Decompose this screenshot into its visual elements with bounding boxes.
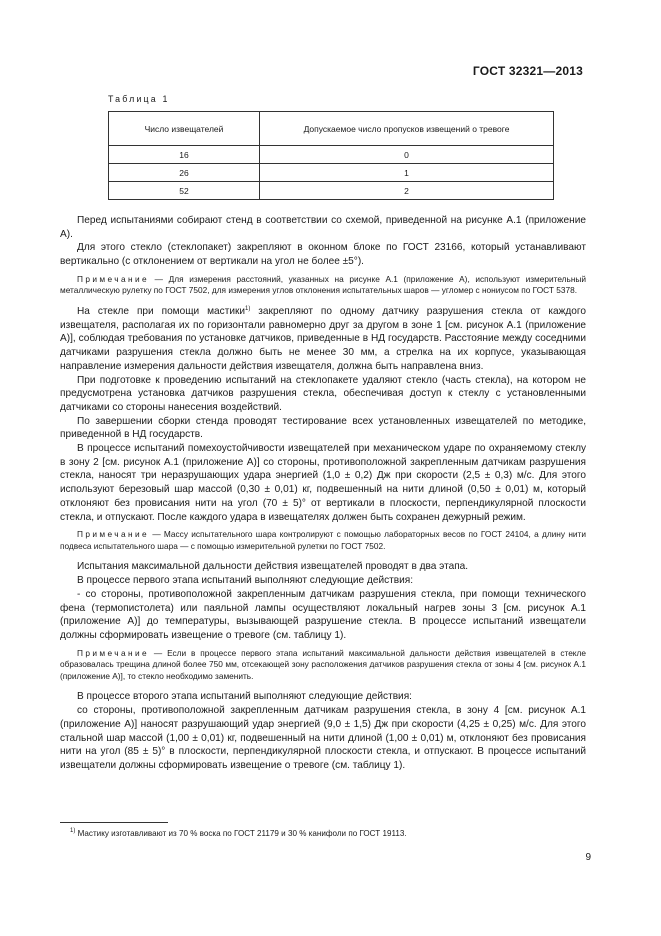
- body-text: [60, 214, 586, 773]
- paragraph: При подготовке к проведению испытаний на стеклопакете удаляют стекло (часть стекла), на котором не предусмотрена установка датчиков разрушения стекла, обеспечивая доступ к стеклу с установленными датчиками со стороны нанесения воздействий.: [60, 374, 586, 413]
- table-cell: 26: [109, 164, 260, 182]
- table-row: [109, 164, 554, 182]
- note-label: Примечание: [77, 529, 150, 540]
- paragraph: [60, 305, 586, 374]
- note-text: — Если в процессе первого этапа испытаний максимальной дальности действия извещателей в стекле образовалась трещина длиной более 750 мм, отсекающей зону расположения датчиков разрушения стекла от зоны 4 [см. рисунок А.1 (приложение А)], то стекло необходимо заменить.: [60, 647, 586, 681]
- paragraph: Испытания максимальной дальности действия извещателей проводят в два этапа.: [77, 561, 469, 573]
- footnote-marker: 1): [70, 828, 76, 834]
- paragraph: - со стороны, противоположной закрепленным датчикам разрушения стекла, при помощи технического фена (термопистолета) или паяльной лампы осуществляют локальный нагрев зоны 3 [см. рисунок А.1 (приложение А)] до температуры, вызывающей разрушение стекла. В процессе испытаний извещатели должны сформировать извещение о тревоге (см. таблицу 1).: [60, 588, 586, 641]
- footnote: [70, 828, 580, 839]
- note-text: — Для измерения расстояний, указанных на рисунке А.1 (приложение А), используют измерительный металлическую рулетку по ГОСТ 7502, для измерения углов отклонения испытательных шаров — угломер с нониусом по ГОСТ 5378.: [60, 273, 586, 296]
- column-header: Число извещателей: [109, 112, 260, 146]
- note: [60, 648, 586, 683]
- table-cell: 16: [109, 146, 260, 164]
- paragraph: В процессе испытаний помехоустойчивости извещателей при механическом ударе по охраняемому стеклу в зону 2 [см. рисунок А.1 (приложение А)] со стороны, противоположной закрепленным датчикам разрушения стекла, наносят три неразрушающих удара энергией (1,0 ± 0,2) Дж при скорости (2,5 ± 0,3) м/с. Для этого используют березовый шар массой (0,30 ± 0,01) кг, подвешенный на нити длиной (0,50 ± 0,01) м, который отклоняют без провисания нити на угол (70 ± 5)° от вертикали в плоскости, перпендикулярной плоскости стекла, и отпускают. После каждого удара в извещателях должен быть сохранен дежурный режим.: [60, 443, 586, 523]
- paragraph: Для этого стекло (стеклопакет) закрепляют в оконном блоке по ГОСТ 23166, который устанавливают вертикально (с отклонением от вертикали на угол не более ±5°).: [60, 242, 586, 268]
- paragraph: Перед испытаниями собирают стенд в соответствии со схемой, приведенной на рисунке А.1 (приложение А).: [60, 215, 586, 240]
- table-cell: 0: [260, 146, 554, 164]
- paragraph: В процессе первого этапа испытаний выполняют следующие действия:: [77, 575, 414, 587]
- paragraph-text: На стекле при помощи мастики: [77, 306, 246, 317]
- table-cell: 2: [260, 182, 554, 200]
- paragraph: со стороны, противоположной закрепленным датчикам разрушения стекла, в зону 4 [см. рисунок А.1 (приложение А)] наносят разрушающий удар энергией (9,0 ± 1,5) Дж при скорости (4,25 ± 0,25) м/с. Для этого стальной шар массой (1,00 ± 0,01) кг, подвешенный на нити длиной (1,00 ± 0,01) м, отклоняют без провисания нити на угол (85 ± 5)° в плоскости, перпендикулярной плоскости стекла, и отпускают. В процессе испытаний извещатели должны сформировать извещение о тревоге (см. таблицу 1).: [60, 705, 586, 771]
- footnote-text: Мастику изготавливают из 70 % воска по ГОСТ 21179 и 30 % канифоли по ГОСТ 19113.: [75, 829, 407, 838]
- paragraph-text: закрепляют по одному датчику разрушения стекла от каждого извещателя, располагая их по горизонтали равномерно друг за другом в зоне 1 [см. рисунок А.1 (приложение А)], соблюдая требования по установке датчиков, приведенные в НД государств. Расстояние между соседними датчиками разрушения стекла должно быть не менее 30 мм, а стрелка на их корпусе, указывающая направление измерения дальности действия извещателя, должна быть направлена вниз.: [60, 306, 586, 372]
- table-cell: 52: [109, 182, 260, 200]
- table-row: [109, 182, 554, 200]
- paragraph: По завершении сборки стенда проводят тестирование всех установленных извещателей по методике, приведенной в НД государств.: [60, 415, 586, 441]
- column-header: Допускаемое число пропусков извещений о тревоге: [260, 112, 554, 146]
- note-label: Примечание: [77, 647, 150, 658]
- note: [60, 274, 586, 297]
- footnote-ref: 1): [245, 306, 251, 312]
- table-row: [109, 146, 554, 164]
- note-label: Примечание: [77, 273, 150, 284]
- note-text: — Массу испытательного шара контролируют с помощью лабораторных весов по ГОСТ 24104, а длину нити подвеса испытательного шара — с помощью измерительной рулетки по ГОСТ 7502.: [60, 529, 586, 551]
- note: [60, 529, 586, 552]
- table-header-row: [109, 112, 554, 146]
- page-number: 9: [585, 852, 591, 863]
- standard-code: ГОСТ 32321—2013: [472, 64, 583, 78]
- paragraph: В процессе второго этапа испытаний выполняют следующие действия:: [77, 691, 412, 703]
- footnote-divider: [60, 822, 168, 823]
- data-table: [108, 111, 554, 200]
- table-caption: Таблица 1: [108, 94, 170, 104]
- table-cell: 1: [260, 164, 554, 182]
